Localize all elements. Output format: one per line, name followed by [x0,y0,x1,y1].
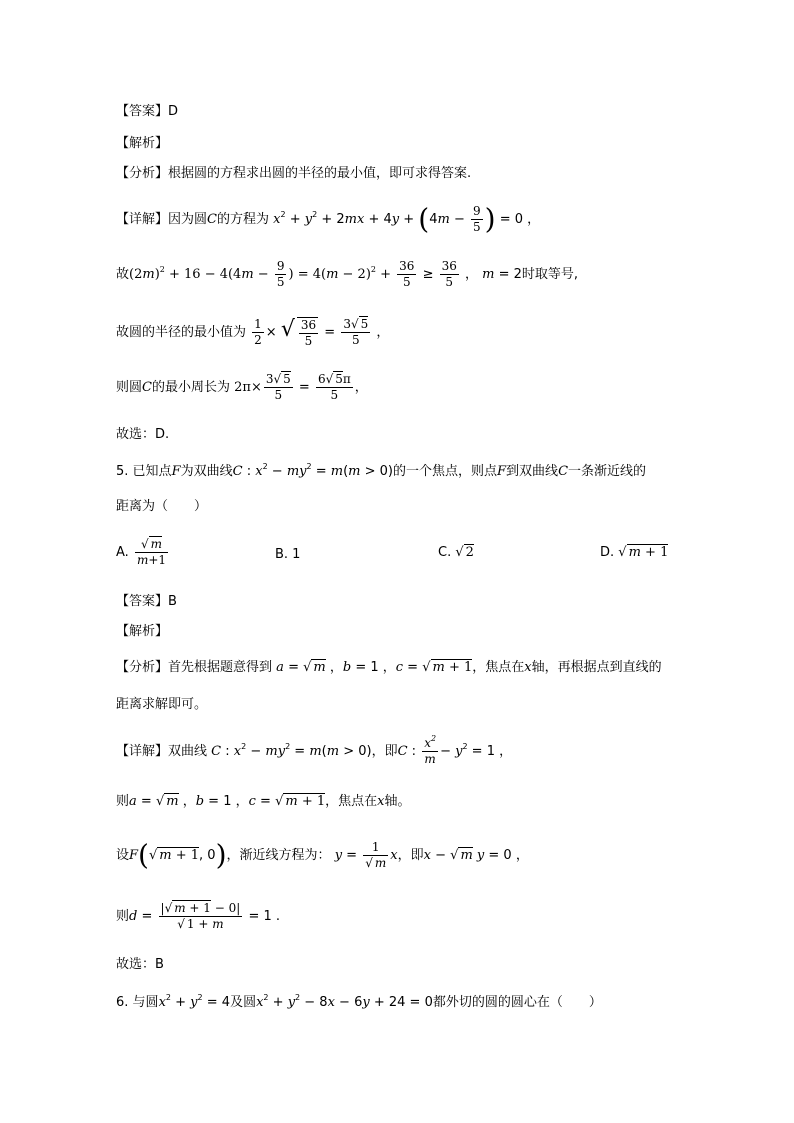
q4-detail-line3: 故圆的半径的最小值为 $\frac{1}{2}$ × √ $\frac{36}{5}$ = $\frac{3√ 5}{5}$ ， [116,310,389,353]
q5-fenxi-line2: 距离求解即可。 [116,697,208,712]
q5-detail-line3: 设F(√ m + 1, 0)，渐近线方程为： y = 1 √ m x，即x − √ m y = 0 ， [116,836,529,876]
q4-analysis-tag: 【解析】 [116,136,169,151]
q5-detail-line1: 【详解】双曲线 C : $x^2 - my^2 = m(m > 0)$，即C : $\frac{x^2}{m}$ − $y^2 = 1$ ， [116,734,513,766]
q6-stem: 6. 与圆$x^2 + y^2 = 4$及圆$x^2 + y^2 - 8x - 6y + 24 = 0$都外切的圆的圆心在（ ） [116,993,602,1010]
q5-analysis-tag: 【解析】 [116,624,169,639]
q5-option-d: D. √ m + 1 [600,545,668,560]
q5-option-b: B. 1 [275,547,301,562]
q5-choose: 故选：B [116,957,164,972]
q4-detail-line2: 故$(2m)^2 + 16 - 4(4m$ − $\frac{9}{5}$ ) = $4(m - 2)^2$ + $\frac{36}{5}$ ≥ $\frac{36}{5}$ ， m = 2时取等号, [116,259,579,289]
q4-answer-line [116,102,178,122]
q4-detail-line4: 则圆C的最小周长为 2π× $\frac{3√ 5}{5}$ = $\frac{6√ 5\pi}{5}$ ， [116,368,368,408]
q5-detail-line2: 则a = √ m ，b = 1 ，c = √ m + 1，焦点在x轴。 [116,792,411,812]
q5-option-a: A. √ $\frac{m}{m+1}$ [116,537,170,568]
q5-fenxi-line1: 【分析】首先根据题意得到 a = √ m ，b = 1 ，c = √ m + 1，焦点在x轴，再根据点到直线的 [116,658,662,678]
q5-option-c: C. √ 2 [438,545,474,560]
q5-stem-line1: 5. 已知点F为双曲线C : $x^2 - my^2 = m(m > 0)$的一个焦点，则点F到双曲线C一条渐近线的 [116,462,647,479]
q5-stem-line2: 距离为（ ） [116,499,208,514]
q4-choose: 故选：D. [116,427,170,442]
q5-answer-line: 【答案】B [116,594,177,609]
q4-detail-line1: 【详解】因为圆C的方程为 $x^2 + y^2 + 2mx + 4y + (4m$ − $\frac{9}{5}$ ) = 0 ， [116,202,541,236]
q4-fenxi-line: 【分析】根据圆的方程求出圆的半径的最小值，即可求得答案. [116,166,472,181]
answer-value: D [168,104,179,119]
q5-detail-line4: 则d = |√ m + 1 − 0| √ 1 + m = 1 . [116,897,280,937]
answer-tag: 【答案】 [116,104,169,119]
